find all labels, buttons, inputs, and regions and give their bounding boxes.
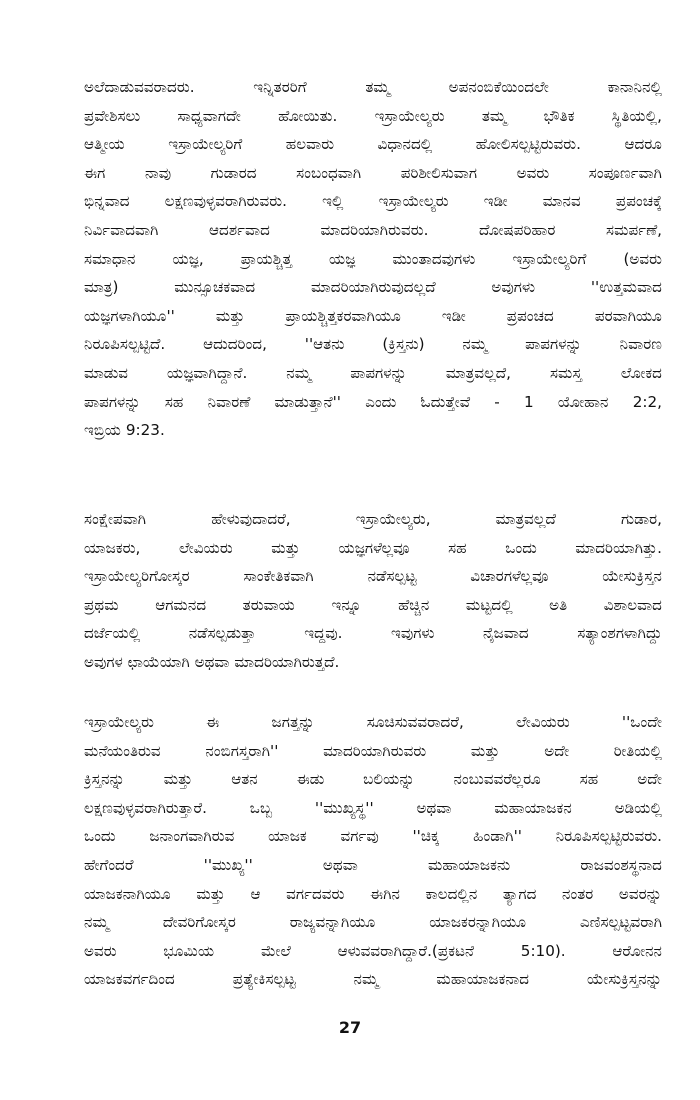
text-line: ಕ್ರಿಸ್ತನನ್ನು ಮತ್ತು ಆತನ ಈಡು ಬಲಿಯನ್ನು ನಂಬುವವರೆಲ್ಲರೂ ಸಹ ಅದೇ xyxy=(84,770,662,789)
text-line: ಮಾತ್ರ) ಮುನ್ಸೂಚಕವಾದ ಮಾದರಿಯಾಗಿರುವುದಲ್ಲದೆ ಅವುಗಳು ''ಉತ್ತಮವಾದ xyxy=(84,278,662,297)
text-line: ಅವುಗಳ ಛಾಯೆಯಾಗಿ ಅಥವಾ ಮಾದರಿಯಾಗಿರುತ್ತದೆ. xyxy=(84,652,340,671)
text-line: ಅಲೆದಾಡುವವರಾದರು. ಇನ್ನಿತರರಿಗೆ ತಮ್ಮ ಅಪನಂಬಿಕೆಯಿಂದಲೇ ಕಾನಾನಿನಲ್ಲಿ xyxy=(84,78,662,96)
text-line: ಯಾಜಕವರ್ಗದಿಂದ ಪ್ರತ್ಯೇಕಿಸಲ್ಪಟ್ಟ ನಮ್ಮ ಮಹಾಯಾಜಕನಾದ ಯೇಸುಕ್ರಿಸ್ತನನ್ನು xyxy=(84,970,662,989)
paragraph-1 xyxy=(84,73,662,445)
text-line: ಮನೆಯಂತಿರುವ ನಂಬಿಗಸ್ತರಾಗಿ'' ಮಾದರಿಯಾಗಿರುವರು ಮತ್ತು ಅದೇ ರೀತಿಯಲ್ಲಿ xyxy=(84,741,662,760)
text-line: ಈಗ ನಾವು ಗುಡಾರದ ಸಂಬಂಧವಾಗಿ ಪರಿಶೀಲಿಸುವಾಗ ಅವರು ಸಂಪೂರ್ಣವಾಗಿ xyxy=(84,163,662,182)
text-line: ಆತ್ಮೀಯ ಇಸ್ರಾಯೇಲ್ಯರಿಗೆ ಹಲವಾರು ವಿಧಾನದಲ್ಲಿ ಹೋಲಿಸಲ್ಪಟ್ಟಿರುವರು. ಆದರೂ xyxy=(84,135,662,154)
text-line: ಸಮಾಧಾನ ಯಜ್ಞ, ಪ್ರಾಯಶ್ಚಿತ್ತ ಯಜ್ಞ ಮುಂತಾದವುಗಳು ಇಸ್ರಾಯೇಲ್ಯರಿಗೆ (ಅವರು xyxy=(84,249,662,268)
text-line: ಪ್ರಥಮ ಆಗಮನದ ತರುವಾಯ ಇನ್ನೂ ಹೆಚ್ಚಿನ ಮಟ್ಟದಲ್ಲಿ ಅತಿ ವಿಶಾಲವಾದ xyxy=(84,595,662,614)
text-line: ನಿರೂಪಿಸಲ್ಪಟ್ಟಿದೆ. ಆದುದರಿಂದ, ''ಆತನು (ಕ್ರಿಸ್ತನು) ನಮ್ಮ ಪಾಪಗಳನ್ನು ನಿವಾರಣ xyxy=(84,335,662,354)
text-line: ಯಾಜಕನಾಗಿಯೂ ಮತ್ತು ಆ ವರ್ಗದವರು ಈಗಿನ ಕಾಲದಲ್ಲಿನ ತ್ಯಾಗದ ನಂತರ ಅವರನ್ನು xyxy=(84,884,662,903)
text-line: ಸಂಕ್ಷೇಪವಾಗಿ ಹೇಳುವುದಾದರೆ, ಇಸ್ರಾಯೇಲ್ಯರು, ಮಾತ್ರವಲ್ಲದೆ ಗುಡಾರ, xyxy=(84,510,662,528)
text-line: ದರ್ಜೆಯಲ್ಲಿ ನಡೆಸಲ್ಪಡುತ್ತಾ ಇದ್ದವು. ಇವುಗಳು ನೈಜವಾದ ಸತ್ಯಾಂಶಗಳಾಗಿದ್ದು xyxy=(84,624,662,643)
text-line: ಇಸ್ರಾಯೇಲ್ಯರು ಈ ಜಗತ್ತನ್ನು ಸೂಚಿಸುವವರಾದರೆ, ಲೇವಿಯರು ''ಒಂದೇ xyxy=(84,713,662,731)
text-line: ಪ್ರವೇಶಿಸಲು ಸಾಧ್ಯವಾಗದೇ ಹೋಯಿತು. ಇಸ್ರಾಯೇಲ್ಯರು ತಮ್ಮ ಭೌತಿಕ ಸ್ಥಿತಿಯಲ್ಲಿ, xyxy=(84,106,662,125)
text-line: ಒಂದು ಜನಾಂಗವಾಗಿರುವ ಯಾಜಕ ವರ್ಗವು ''ಚಿಕ್ಕ ಹಿಂಡಾಗಿ'' ನಿರೂಪಿಸಲ್ಪಟ್ಟಿರುವರು. xyxy=(84,827,662,846)
text-line: ಅವರು ಭೂಮಿಯ ಮೇಲೆ ಆಳುವವರಾಗಿದ್ದಾರೆ.(ಪ್ರಕಟನೆ 5:10). ಆರೋನನ xyxy=(84,941,662,960)
text-line: ಯಾಜಕರು, ಲೇವಿಯರು ಮತ್ತು ಯಜ್ಞಗಳೆಲ್ಲವೂ ಸಹ ಒಂದು ಮಾದರಿಯಾಗಿತ್ತು. xyxy=(84,538,662,557)
page-number: 27 xyxy=(338,1018,362,1037)
text-line: ಭಿನ್ನವಾದ ಲಕ್ಷಣವುಳ್ಳವರಾಗಿರುವರು. ಇಲ್ಲಿ ಇಸ್ರಾಯೇಲ್ಯರು ಇಡೀ ಮಾನವ ಪ್ರಪಂಚಕ್ಕೆ xyxy=(84,192,662,211)
text-line: ಮಾಡುವ ಯಜ್ಞವಾಗಿದ್ದಾನೆ. ನಮ್ಮ ಪಾಪಗಳನ್ನು ಮಾತ್ರವಲ್ಲದೆ, ಸಮಸ್ತ ಲೋಕದ xyxy=(84,363,662,382)
text-line: ನಮ್ಮ ದೇವರಿಗೋಸ್ಕರ ರಾಜ್ಯವನ್ನಾಗಿಯೂ ಯಾಜಕರನ್ನಾಗಿಯೂ ಎಣಿಸಲ್ಪಟ್ಟವರಾಗಿ xyxy=(84,913,662,932)
paragraph-3 xyxy=(84,708,662,994)
text-line: ಪಾಪಗಳನ್ನು ಸಹ ನಿವಾರಣೆ ಮಾಡುತ್ತಾನೆ'' ಎಂದು ಓದುತ್ತೇವೆ - 1 ಯೋಹಾನ 2:2, xyxy=(84,392,662,411)
text-line: ಯಜ್ಞಗಳಾಗಿಯೂ'' ಮತ್ತು ಪ್ರಾಯಶ್ಚಿತ್ತಕರವಾಗಿಯೂ ಇಡೀ ಪ್ರಪಂಚದ ಪರವಾಗಿಯೂ xyxy=(84,306,662,325)
text-line: ಲಕ್ಷಣವುಳ್ಳವರಾಗಿರುತ್ತಾರೆ. ಒಬ್ಬ ''ಮುಖ್ಯಸ್ಥ'' ಅಥವಾ ಮಹಾಯಾಜಕನ ಅಡಿಯಲ್ಲಿ xyxy=(84,798,662,817)
text-line: ಹೇಗೆಂದರೆ ''ಮುಖ್ಯ'' ಅಥವಾ ಮಹಾಯಾಜಕನು ರಾಜವಂಶಸ್ಥನಾದ xyxy=(84,855,662,874)
paragraph-2 xyxy=(84,505,662,677)
text-line: ಇಬ್ರಿಯ 9:23. xyxy=(84,421,165,440)
text-line: ನಿರ್ವಿವಾದವಾಗಿ ಆದರ್ಶವಾದ ಮಾದರಿಯಾಗಿರುವರು. ದೋಷಪರಿಹಾರ ಸಮರ್ಪಣೆ, xyxy=(84,220,662,239)
text-line: ಇಸ್ರಾಯೇಲ್ಯರಿಗೋಸ್ಕರ ಸಾಂಕೇತಿಕವಾಗಿ ನಡೆಸಲ್ಪಟ್ಟ ವಿಚಾರಗಳೆಲ್ಲವೂ ಯೇಸುಕ್ರಿಸ್ತನ xyxy=(84,567,662,586)
